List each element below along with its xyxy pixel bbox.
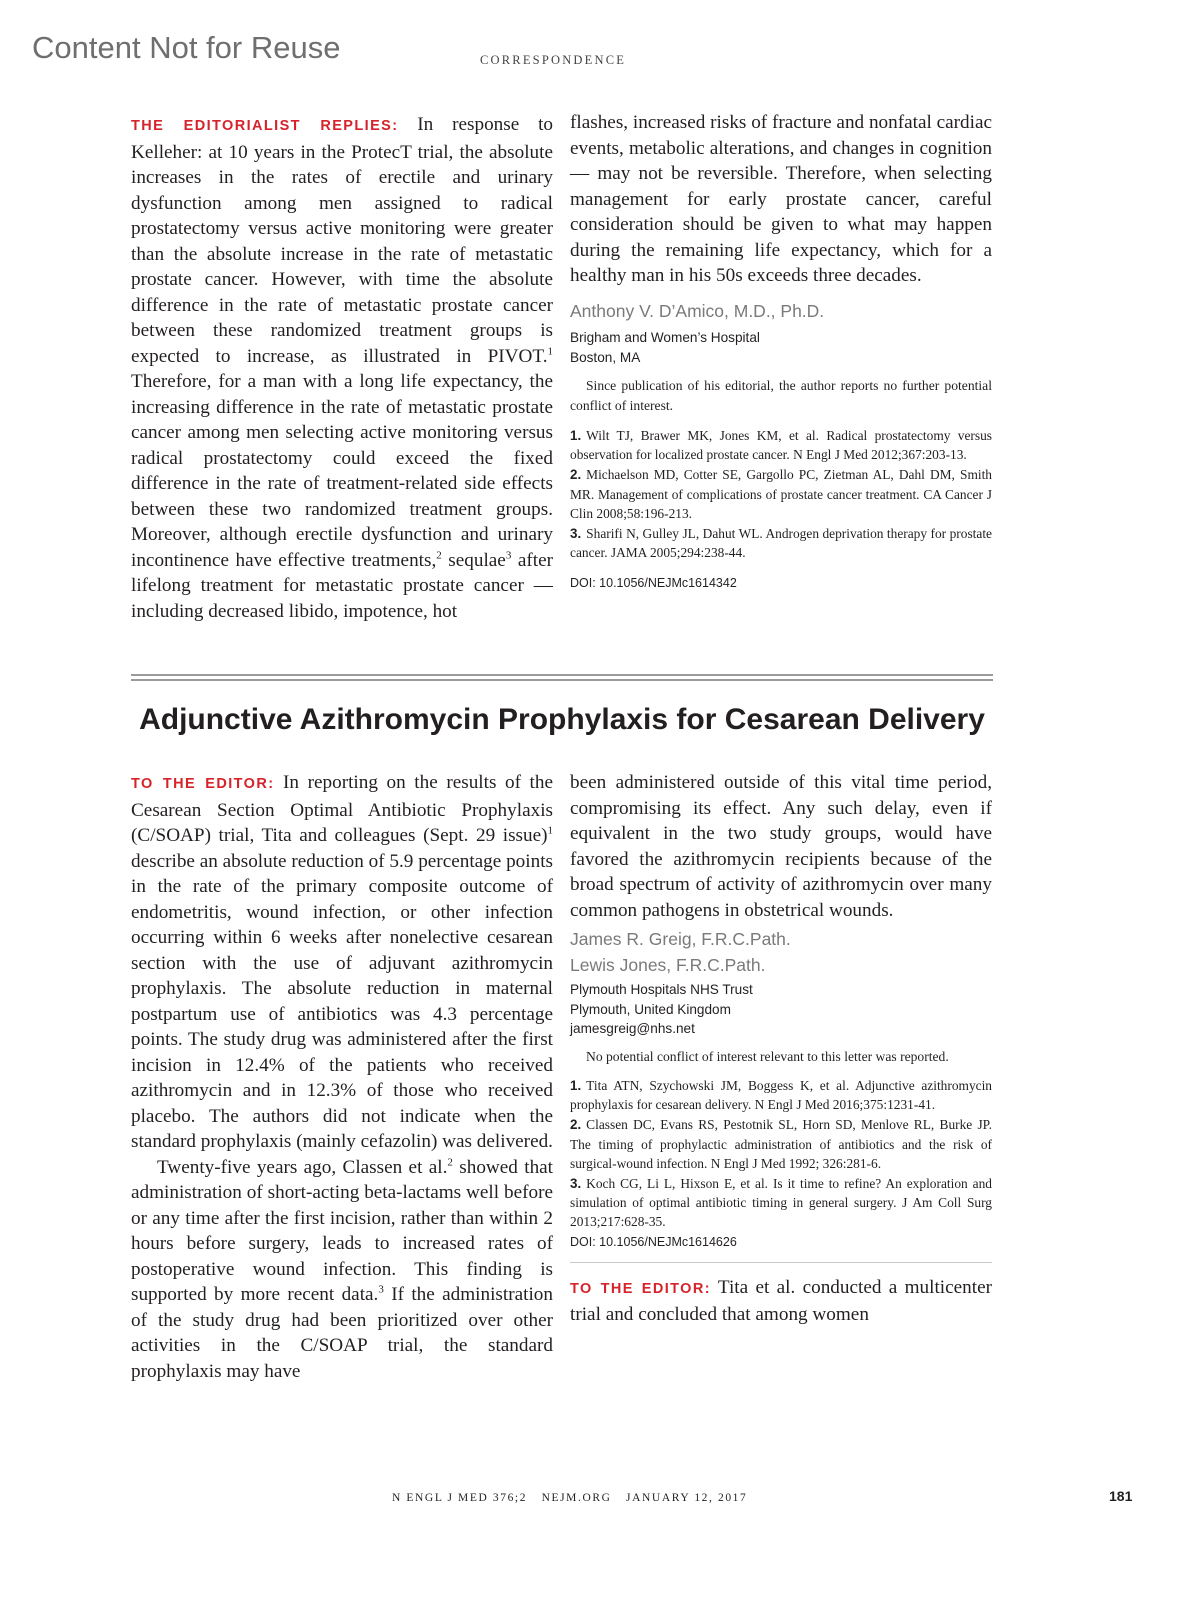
letter2-text-d: showed that administration of short-acting beta-lactams well before or any time after the first incision, rather than within 2 hours before surgery, leads to increased rates of postoperative wound infection. This finding is supported by more recent data. xyxy=(131,1156,554,1305)
reference-item xyxy=(570,1174,992,1232)
letter1-affiliation-1: Brigham and Women’s Hospital xyxy=(570,330,760,345)
letter1-text-d: after lifelong treatment for metastatic prostate cancer — including decreased libido, impotence, hot xyxy=(131,549,553,622)
letter1-body-right: flashes, increased risks of fracture and nonfatal cardiac events, metabolic alterations, and changes in cognition — may not be reversible. Therefore, when selecting management for early prostate cancer, careful consideration should be given to what may happen during the remaining life expectancy, which for a healthy man in his 50s exceeds three decades. xyxy=(570,112,992,286)
letter2-paragraph-2 xyxy=(131,1155,553,1385)
reference-text: Sharifi N, Gulley JL, Dahut WL. Androgen deprivation therapy for prostate cancer. JAMA 2005;294:238-44. xyxy=(570,526,992,561)
letter2-text-e: If the administration of the study drug had been prioritized over other activities in the C/SOAP trial, the standard prophylaxis may have xyxy=(131,1284,553,1382)
page-footer xyxy=(392,1492,757,1504)
reference-number: 1. xyxy=(570,1078,582,1093)
reference-number: 1. xyxy=(570,428,582,443)
reference-number: 3. xyxy=(570,526,582,542)
citation-sup: 2 xyxy=(436,549,442,562)
citation-sup: 2 xyxy=(447,1156,453,1169)
citation-sup: 1 xyxy=(547,345,553,358)
letter2-text-c: Twenty-five years ago, Classen et al. xyxy=(157,1156,448,1178)
letter2-right-column xyxy=(570,770,992,1328)
letter2-affiliation-2: Plymouth, United Kingdom xyxy=(570,1001,731,1017)
letter1-doi[interactable]: DOI: 10.1056/NEJMc1614342 xyxy=(570,576,737,591)
footer-site[interactable]: NEJM.ORG xyxy=(541,1492,612,1504)
footer-journal: N ENGL J MED 376;2 xyxy=(392,1492,528,1504)
letter2-references xyxy=(570,1076,992,1232)
reference-item xyxy=(570,1076,992,1114)
reference-number: 2. xyxy=(570,1117,582,1133)
reference-text: Michaelson MD, Cotter SE, Gargollo PC, Zietman AL, Dahl DM, Smith MR. Management of complications of prostate cancer treatment. CA Cancer J Clin 2008;58:196-213. xyxy=(570,467,992,521)
letter3-body xyxy=(570,1275,992,1328)
letter2-doi[interactable]: DOI: 10.1056/NEJMc1614626 xyxy=(570,1234,737,1249)
citation-sup: 3 xyxy=(505,549,512,562)
letter1-references xyxy=(570,426,992,562)
letter1-disclosure: Since publication of his editorial, the author reports no further potential conflict of interest. xyxy=(570,378,992,413)
watermark: Content Not for Reuse xyxy=(32,30,341,65)
section-divider xyxy=(131,674,993,681)
letter2-affiliation-1: Plymouth Hospitals NHS Trust xyxy=(570,982,753,997)
reference-text: Classen DC, Evans RS, Pestotnik SL, Horn SD, Menlove RL, Burke JP. The timing of prophylactic administration of antibiotics and the risk of surgical-wound infection. N Engl J Med 1992; 326:281-6. xyxy=(570,1117,992,1171)
letter1-body-left xyxy=(131,112,553,624)
reference-item xyxy=(570,426,992,464)
letter2-author-1: James R. Greig, F.R.C.Path. xyxy=(570,929,791,949)
letter1-author: Anthony V. D’Amico, M.D., Ph.D. xyxy=(570,300,825,321)
letter-divider xyxy=(570,1262,992,1263)
running-head: CORRESPONDENCE xyxy=(480,53,627,67)
reference-text: Wilt TJ, Brawer MK, Jones KM, et al. Radical prostatectomy versus observation for localized prostate cancer. N Engl J Med 2012;367:203-13. xyxy=(570,428,992,463)
letter1-affiliation-2: Boston, MA xyxy=(570,349,641,365)
citation-sup: 1 xyxy=(547,824,553,837)
letter2-disclosure: No potential conflict of interest relevant to this letter was reported. xyxy=(586,1048,949,1064)
reference-item xyxy=(570,465,992,523)
letter2-email[interactable]: jamesgreig@nhs.net xyxy=(570,1021,695,1036)
section-title: Adjunctive Azithromycin Prophylaxis for Cesarean Delivery xyxy=(139,703,985,736)
letter2-text-a: In reporting on the results of the Cesarean Section Optimal Antibiotic Prophylaxis (C/SOAP) trial, Tita and colleagues (Sept. 29 issue) xyxy=(131,772,554,846)
reference-item xyxy=(570,524,992,562)
letter1-text-a: In response to Kelleher: at 10 years in the ProtecT trial, the absolute increases in the rates of erectile and urinary dysfunction among men assigned to radical prostatectomy versus active monitoring were greater than the absolute increase in the rate of metastatic prostate cancer. However, with time the absolute difference in the rate of metastatic prostate cancer between these randomized treatment groups is expected to increase, as illustrated in PIVOT. xyxy=(131,114,554,367)
letter2-left-column xyxy=(131,770,553,1384)
letter1-text-c: sequlae xyxy=(448,549,506,571)
letter2-lead: TO THE EDITOR: xyxy=(131,776,275,792)
page-number: 181 xyxy=(1109,1488,1133,1504)
footer-date: JANUARY 12, 2017 xyxy=(626,1492,748,1504)
letter3-text: Tita et al. conducted a multicenter trial and concluded that among women xyxy=(570,1276,992,1326)
reference-number: 2. xyxy=(570,467,582,483)
letter2-author-2: Lewis Jones, F.R.C.Path. xyxy=(570,954,766,975)
letter1-right-column xyxy=(570,110,992,593)
letter2-body-right: been administered outside of this vital time period, compromising its effect. Any such delay, even if equivalent in the two study groups, would have favored the azithromycin recipients because of the broad spectrum of activity of azithromycin over many common pathogens in obstetrical wounds. xyxy=(570,772,992,921)
reference-item xyxy=(570,1115,992,1173)
reference-number: 3. xyxy=(570,1176,582,1192)
reference-text: Tita ATN, Szychowski JM, Boggess K, et al. Adjunctive azithromycin prophylaxis for cesarean delivery. N Engl J Med 2016;375:1231-41. xyxy=(570,1078,992,1113)
letter2-paragraph-1 xyxy=(131,770,553,1155)
letter3-lead: TO THE EDITOR: xyxy=(570,1280,711,1297)
reference-text: Koch CG, Li L, Hixson E, et al. Is it time to refine? An exploration and simulation of optimal antibiotic timing in general surgery. J Am Coll Surg 2013;217:628-35. xyxy=(570,1176,992,1230)
letter1-lead: THE EDITORIALIST REPLIES: xyxy=(131,118,399,134)
letter1-text-b: Therefore, for a man with a long life expectancy, the increasing difference in the rate of metastatic prostate cancer among men selecting active monitoring versus radical prostatectomy could exceed the fixed difference in the rate of treatment-related side effects between these two randomized treatment groups. Moreover, although erectile dysfunction and urinary incontinence have effective treatments, xyxy=(131,371,553,571)
letter1-left-column xyxy=(131,112,553,624)
citation-sup: 3 xyxy=(378,1283,384,1296)
letter2-text-b: describe an absolute reduction of 5.9 percentage points in the rate of the primary composite outcome of endometritis, wound infection, or other infection occurring within 6 weeks after nonelective cesarean section with the use of adjuvant azithromycin prophylaxis. The absolute reduction in maternal postpartum use of antibiotics was 4.3 percentage points. The study drug was administered after the first incision in 12.4% of the patients who received azithromycin and in 12.3% of those who received placebo. The authors did not indicate when the standard prophylaxis (mainly cefazolin) was delivered. xyxy=(131,850,553,1152)
